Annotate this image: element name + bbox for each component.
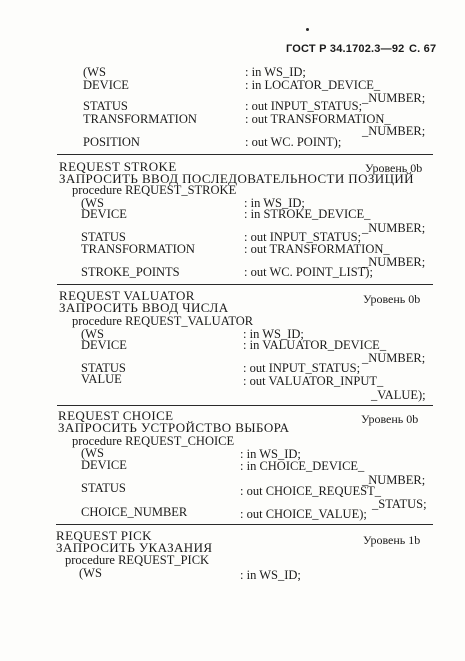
param-ws: (WS [81,327,104,341]
param-device-type: : in STROKE_DEVICE_ [244,207,371,221]
param-stroke-points: STROKE_POINTS [81,265,180,279]
param-device-type: : in VALUATOR_DEVICE_ [243,338,387,352]
param-transformation-type-cont: _NUMBER; [362,124,426,138]
param-status: STATUS [81,230,126,244]
param-status: STATUS [83,99,128,113]
function-title: ЗАПРОСИТЬ ВВОД ЧИСЛА [59,300,229,315]
function-title: ЗАПРОСИТЬ УКАЗАНИЯ [56,540,213,555]
function-name: REQUEST STROKE [59,159,177,174]
param-device-type-cont: _NUMBER; [362,473,426,487]
procedure-signature: procedure REQUEST_STROKE [72,183,237,197]
param-choice-number-type: : out CHOICE_VALUE); [240,507,367,521]
param-status-type: : out CHOICE_REQUEST_ [240,484,381,498]
param-ws: (WS [81,196,104,210]
level-label: Уровень 0b [363,292,421,306]
param-transformation: TRANSFORMATION [81,242,195,256]
param-transformation-type: : out TRANSFORMATION_ [245,112,391,126]
section-divider [56,524,433,525]
param-device: DEVICE [81,338,127,352]
param-transformation: TRANSFORMATION [83,112,197,126]
param-device-type: : in LOCATOR_DEVICE_ [245,78,381,92]
procedure-signature: procedure REQUEST_CHOICE [72,434,235,448]
function-title: ЗАПРОСИТЬ ВВОД ПОСЛЕДОВАТЕЛЬНОСТИ ПОЗИЦИЙ [59,171,414,186]
param-ws-type: : in WS_ID; [245,65,306,79]
param-device: DEVICE [81,207,127,221]
param-status-type: : out INPUT_STATUS; [243,361,361,375]
param-status: STATUS [81,481,126,495]
param-status-type: : out INPUT_STATUS; [245,99,363,113]
page-number: С. 67 [409,43,437,55]
param-device-type-cont: _NUMBER; [362,351,426,365]
print-speck [306,28,309,31]
param-transformation-type: : out TRANSFORMATION_ [244,242,390,256]
param-choice-number: CHOICE_NUMBER [81,505,188,519]
function-name: REQUEST CHOICE [58,408,174,423]
function-name: REQUEST VALUATOR [59,288,195,303]
section-divider [57,284,433,285]
param-ws-type: : in WS_ID; [240,447,301,461]
param-position: POSITION [83,135,140,149]
param-device-type-cont: _NUMBER; [362,221,426,235]
param-value: VALUE [81,372,122,386]
param-ws: (WS [81,446,104,460]
function-name: REQUEST PICK [56,528,152,543]
section-divider [57,154,433,155]
standard-number: ГОСТ Р 34.1702.3—92 [286,43,405,55]
param-ws: (WS [83,65,106,79]
function-title: ЗАПРОСИТЬ УСТРОЙСТВО ВЫБОРА [58,420,290,435]
level-label: Уровень 0b [365,161,423,175]
param-device-type-cont: _NUMBER; [362,91,426,105]
param-status-type-cont: _STATUS; [372,497,427,511]
procedure-signature: procedure REQUEST_PICK [65,553,210,567]
param-value-type-cont: _VALUE); [371,388,426,402]
param-ws-type: : in WS_ID; [244,196,305,210]
param-ws-type: : in WS_ID; [243,327,304,341]
param-status-type: : out INPUT_STATUS; [244,230,362,244]
level-label: Уровень 0b [361,412,419,426]
procedure-signature: procedure REQUEST_VALUATOR [72,314,254,328]
param-device: DEVICE [83,78,129,92]
param-device: DEVICE [81,458,127,472]
param-device-type: : in CHOICE_DEVICE_ [240,459,365,473]
level-label: Уровень 1b [363,533,421,547]
param-ws-type: : in WS_ID; [240,568,301,582]
param-position-type: : out WC. POINT); [245,135,342,149]
param-ws: (WS [79,566,102,580]
param-value-type: : out VALUATOR_INPUT_ [243,374,384,388]
section-divider [57,405,433,406]
param-transformation-type-cont: _NUMBER; [362,255,426,269]
param-stroke-points-type: : out WC. POINT_LIST); [244,265,373,279]
param-status: STATUS [81,361,126,375]
